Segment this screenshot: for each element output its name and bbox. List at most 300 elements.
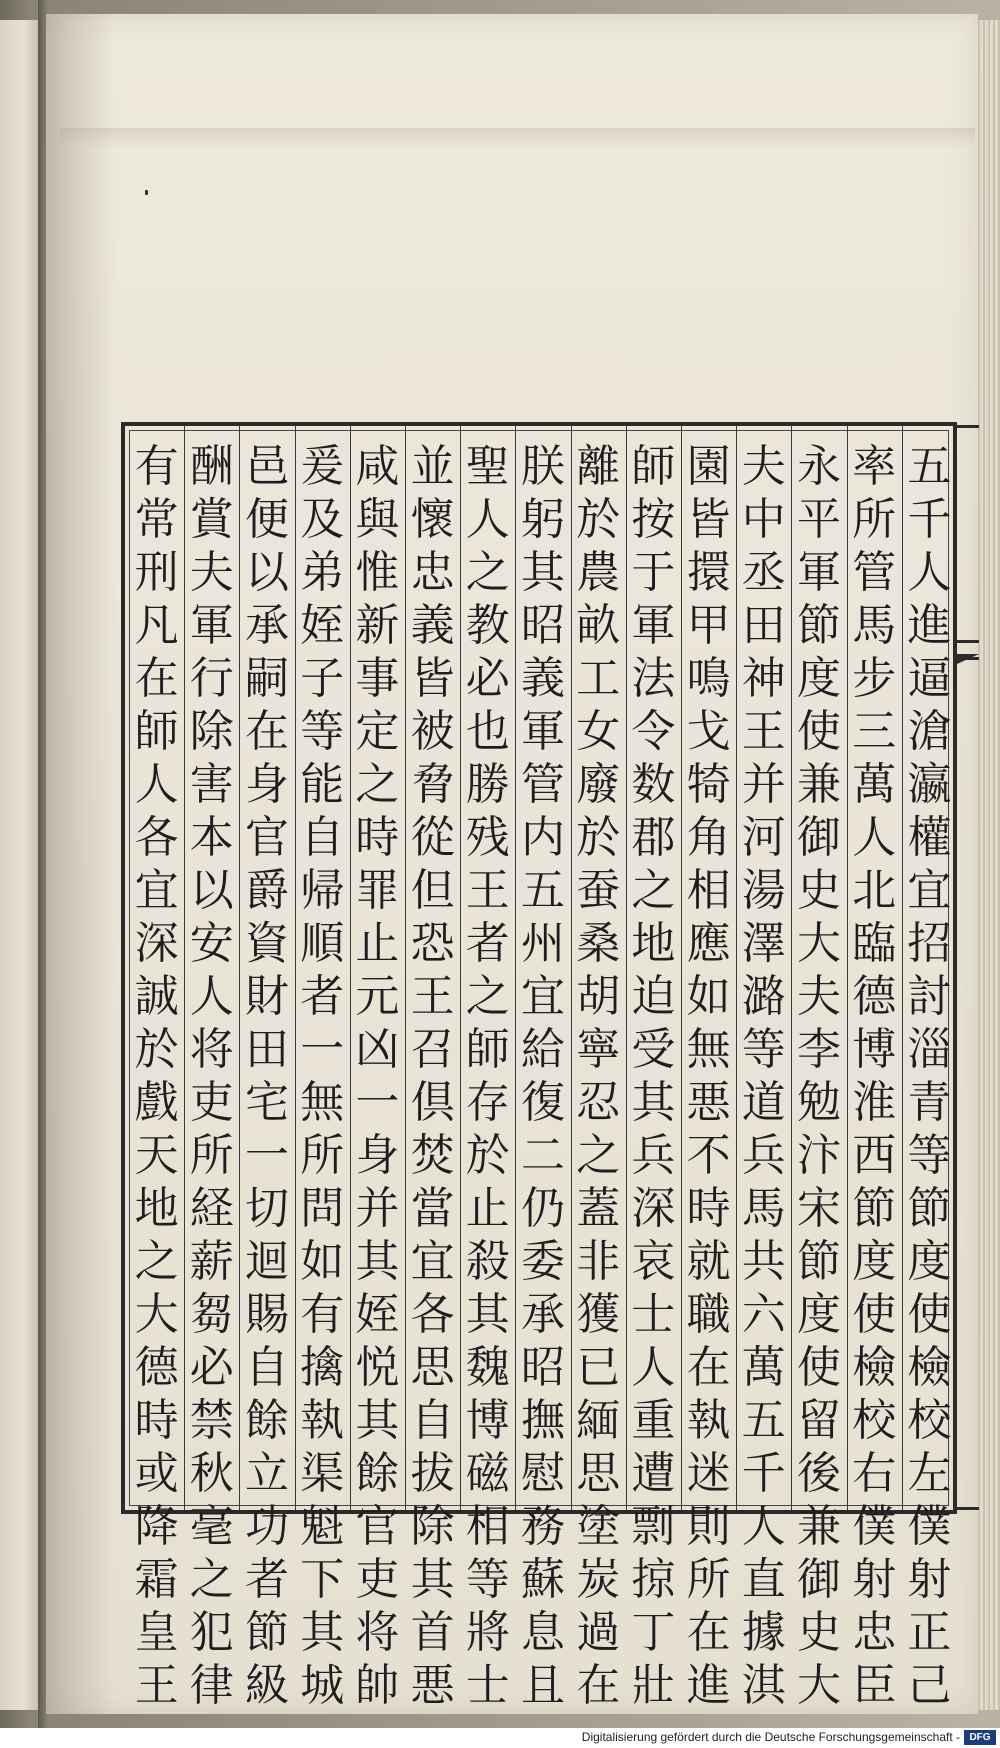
glyph: 委 xyxy=(521,1236,565,1287)
glyph: 受 xyxy=(631,1024,676,1075)
glyph: 等 xyxy=(300,706,345,757)
glyph: 朕 xyxy=(521,441,565,492)
glyph: 宅 xyxy=(245,1077,289,1128)
glyph: 各 xyxy=(134,812,179,863)
glyph: 工 xyxy=(576,653,621,704)
glyph: 宜 xyxy=(410,1236,455,1287)
glyph: 行 xyxy=(189,653,234,704)
glyph: 馬 xyxy=(741,1183,786,1234)
glyph: 必 xyxy=(465,653,510,704)
glyph: 順 xyxy=(300,918,345,969)
glyph: 魁 xyxy=(300,1501,345,1552)
glyph: 所 xyxy=(300,1130,345,1181)
glyph: 義 xyxy=(521,653,565,704)
glyph: 宜 xyxy=(907,865,952,916)
glyph: 大 xyxy=(134,1289,179,1340)
footer-credit: Digitalisierung gefördert durch die Deutsche Forschungsgemeinschaft - xyxy=(581,1730,960,1744)
glyph: 史 xyxy=(797,1607,841,1658)
right-page-stack xyxy=(975,20,1000,1710)
glyph: 如 xyxy=(300,1236,345,1287)
glyph: 王 xyxy=(410,971,455,1022)
glyph: 人 xyxy=(631,1342,676,1393)
glyph: 不 xyxy=(686,1130,731,1181)
glyph: 其 xyxy=(631,1077,676,1128)
glyph: 首 xyxy=(410,1607,455,1658)
glyph: 汴 xyxy=(797,1130,841,1181)
glyph: 臣 xyxy=(852,1660,897,1711)
glyph: 相 xyxy=(686,865,731,916)
glyph: 御 xyxy=(797,1554,841,1605)
glyph: 德 xyxy=(134,1342,179,1393)
glyph: 資 xyxy=(245,918,289,969)
page-crease xyxy=(60,128,975,148)
text-column xyxy=(571,440,625,1711)
glyph: 務 xyxy=(521,1501,565,1552)
glyph: 其 xyxy=(355,1395,400,1446)
glyph: 寧 xyxy=(576,1024,621,1075)
glyph: 大 xyxy=(797,918,841,969)
glyph: 迴 xyxy=(245,1236,289,1287)
glyph: 逼 xyxy=(907,653,952,704)
glyph: 姪 xyxy=(355,1289,400,1340)
glyph: 使 xyxy=(907,1289,952,1340)
glyph: 自 xyxy=(410,1395,455,1446)
glyph: 師 xyxy=(631,441,676,492)
glyph: 之 xyxy=(189,1554,234,1605)
glyph: 中 xyxy=(741,494,786,545)
glyph: 忠 xyxy=(410,547,455,598)
glyph: 等 xyxy=(741,1024,786,1075)
glyph: 之 xyxy=(465,971,510,1022)
glyph: 薪 xyxy=(189,1236,234,1287)
glyph: 必 xyxy=(189,1342,234,1393)
glyph: 與 xyxy=(355,494,400,545)
glyph: 級 xyxy=(245,1660,289,1711)
glyph: 擒 xyxy=(300,1342,345,1393)
glyph: 新 xyxy=(355,600,400,651)
glyph: 河 xyxy=(741,812,786,863)
glyph: 軍 xyxy=(797,547,841,598)
glyph: 澤 xyxy=(741,918,786,969)
glyph: 殺 xyxy=(465,1236,510,1287)
glyph: 率 xyxy=(852,441,897,492)
column-rule xyxy=(902,426,903,1510)
glyph: 毫 xyxy=(189,1501,234,1552)
glyph: 犄 xyxy=(686,759,731,810)
glyph: 除 xyxy=(410,1501,455,1552)
glyph: 将 xyxy=(355,1607,400,1658)
glyph: 以 xyxy=(245,547,289,598)
glyph: 潞 xyxy=(741,971,786,1022)
glyph: 拔 xyxy=(410,1448,455,1499)
glyph: 丁 xyxy=(631,1607,676,1658)
glyph: 畝 xyxy=(576,600,621,651)
glyph: 人 xyxy=(907,547,952,598)
glyph: 渠 xyxy=(300,1448,345,1499)
glyph: 常 xyxy=(134,494,179,545)
column-rule xyxy=(515,426,516,1510)
glyph: 邑 xyxy=(245,441,289,492)
glyph: 于 xyxy=(631,547,676,598)
dfg-logo: DFG xyxy=(964,1730,996,1745)
glyph: 一 xyxy=(300,1024,345,1075)
glyph: 有 xyxy=(300,1289,345,1340)
glyph: 重 xyxy=(631,1395,676,1446)
glyph: 據 xyxy=(741,1607,786,1658)
glyph: 將 xyxy=(465,1607,510,1658)
glyph: 並 xyxy=(410,441,455,492)
glyph: 王 xyxy=(134,1660,179,1711)
glyph: 刑 xyxy=(134,547,179,598)
glyph: 檢 xyxy=(852,1342,897,1393)
glyph: 時 xyxy=(686,1183,731,1234)
glyph: 湯 xyxy=(741,865,786,916)
glyph: 勉 xyxy=(797,1077,841,1128)
glyph: 道 xyxy=(741,1077,786,1128)
glyph: 千 xyxy=(907,494,952,545)
left-page-edge xyxy=(0,20,39,1710)
glyph: 無 xyxy=(300,1077,345,1128)
glyph: 懷 xyxy=(410,494,455,545)
glyph: 從 xyxy=(410,812,455,863)
glyph: 秋 xyxy=(189,1448,234,1499)
glyph: 執 xyxy=(686,1395,731,1446)
glyph: 射 xyxy=(852,1554,897,1605)
glyph: 節 xyxy=(797,600,841,651)
glyph: 罪 xyxy=(355,865,400,916)
glyph: 除 xyxy=(189,706,234,757)
glyph: 夫 xyxy=(741,441,786,492)
glyph: 者 xyxy=(300,971,345,1022)
column-rule xyxy=(681,426,682,1510)
glyph: 律 xyxy=(189,1660,234,1711)
glyph: 五 xyxy=(907,441,952,492)
text-column xyxy=(516,440,570,1711)
glyph: 思 xyxy=(576,1448,621,1499)
glyph: 各 xyxy=(410,1289,455,1340)
glyph: 進 xyxy=(686,1660,731,1711)
glyph: 嗣 xyxy=(245,653,289,704)
glyph: 其 xyxy=(300,1607,345,1658)
glyph: 史 xyxy=(797,865,841,916)
glyph: 州 xyxy=(521,918,565,969)
glyph: 於 xyxy=(576,812,621,863)
glyph: 咸 xyxy=(355,441,400,492)
text-column xyxy=(461,440,515,1711)
glyph: 士 xyxy=(631,1289,676,1340)
glyph: 剽 xyxy=(631,1501,676,1552)
glyph: 慰 xyxy=(521,1448,565,1499)
glyph: 僕 xyxy=(852,1501,897,1552)
glyph: 召 xyxy=(410,1024,455,1075)
column-rule xyxy=(295,426,296,1510)
glyph: 之 xyxy=(576,1130,621,1181)
glyph: 臨 xyxy=(852,918,897,969)
glyph: 并 xyxy=(741,759,786,810)
fishtail-marker-icon xyxy=(957,654,979,664)
glyph: 青 xyxy=(907,1077,952,1128)
glyph: 按 xyxy=(631,494,676,545)
frame-edge-bottom xyxy=(957,1507,979,1510)
glyph: 直 xyxy=(741,1554,786,1605)
column-rule xyxy=(791,426,792,1510)
glyph: 承 xyxy=(245,600,289,651)
glyph: 教 xyxy=(465,600,510,651)
glyph: 淇 xyxy=(741,1660,786,1711)
glyph: 功 xyxy=(245,1501,289,1552)
column-rule xyxy=(626,426,627,1510)
glyph: 軍 xyxy=(631,600,676,651)
glyph: 度 xyxy=(797,1289,841,1340)
glyph: 等 xyxy=(907,1130,952,1181)
glyph: 息 xyxy=(521,1607,565,1658)
glyph: 凡 xyxy=(134,600,179,651)
glyph: 賜 xyxy=(245,1289,289,1340)
glyph: 皆 xyxy=(410,653,455,704)
glyph: 所 xyxy=(189,1130,234,1181)
glyph: 檢 xyxy=(907,1342,952,1393)
glyph: 止 xyxy=(355,918,400,969)
glyph: 鳴 xyxy=(686,653,731,704)
glyph: 下 xyxy=(300,1554,345,1605)
glyph: 有 xyxy=(134,441,179,492)
glyph: 昭 xyxy=(521,1342,565,1393)
glyph: 忠 xyxy=(852,1607,897,1658)
glyph: 已 xyxy=(576,1342,621,1393)
page-fold-shadow xyxy=(46,14,116,1714)
text-frame xyxy=(121,422,957,1711)
glyph: 之 xyxy=(465,547,510,598)
glyph: 軍 xyxy=(521,706,565,757)
text-column xyxy=(902,440,956,1711)
glyph: 戲 xyxy=(134,1077,179,1128)
glyph: 擐 xyxy=(686,547,731,598)
glyph: 之 xyxy=(134,1236,179,1287)
glyph: 廢 xyxy=(576,759,621,810)
glyph: 六 xyxy=(741,1289,786,1340)
glyph: 数 xyxy=(631,759,676,810)
glyph: 悪 xyxy=(410,1660,455,1711)
glyph: 元 xyxy=(355,971,400,1022)
glyph: 之 xyxy=(631,865,676,916)
column-rule xyxy=(405,426,406,1510)
glyph: 大 xyxy=(797,1660,841,1711)
glyph: 所 xyxy=(686,1554,731,1605)
glyph: 二 xyxy=(521,1130,565,1181)
glyph: 禁 xyxy=(189,1395,234,1446)
glyph: 節 xyxy=(797,1236,841,1287)
glyph: 塗 xyxy=(576,1501,621,1552)
glyph: 芻 xyxy=(189,1289,234,1340)
glyph: 炭 xyxy=(576,1554,621,1605)
glyph: 但 xyxy=(410,865,455,916)
glyph: 使 xyxy=(797,706,841,757)
glyph: 永 xyxy=(797,441,841,492)
glyph: 神 xyxy=(741,653,786,704)
glyph: 人 xyxy=(134,759,179,810)
glyph: 職 xyxy=(686,1289,731,1340)
glyph: 三 xyxy=(852,706,897,757)
digitization-footer xyxy=(0,1728,1000,1748)
glyph: 李 xyxy=(797,1024,841,1075)
glyph: 戈 xyxy=(686,706,731,757)
glyph: 磁 xyxy=(465,1448,510,1499)
glyph: 給 xyxy=(521,1024,565,1075)
glyph: 淮 xyxy=(852,1077,897,1128)
glyph: 在 xyxy=(686,1607,731,1658)
glyph: 爰 xyxy=(300,441,345,492)
glyph: 在 xyxy=(134,653,179,704)
glyph: 射 xyxy=(907,1554,952,1605)
glyph: 能 xyxy=(300,759,345,810)
glyph: 執 xyxy=(300,1395,345,1446)
glyph: 霜 xyxy=(134,1554,179,1605)
glyph: 正 xyxy=(907,1607,952,1658)
glyph: 子 xyxy=(300,653,345,704)
glyph: 一 xyxy=(355,1077,400,1128)
glyph: 躬 xyxy=(521,494,565,545)
glyph: 離 xyxy=(576,441,621,492)
glyph: 角 xyxy=(686,812,731,863)
glyph: 女 xyxy=(576,706,621,757)
glyph: 步 xyxy=(852,653,897,704)
glyph: 博 xyxy=(465,1395,510,1446)
glyph: 郡 xyxy=(631,812,676,863)
glyph: 恐 xyxy=(410,918,455,969)
glyph: 且 xyxy=(521,1660,565,1711)
glyph: 其 xyxy=(410,1554,455,1605)
glyph: 皆 xyxy=(686,494,731,545)
glyph: 博 xyxy=(852,1024,897,1075)
glyph: 宜 xyxy=(521,971,565,1022)
glyph: 宋 xyxy=(797,1183,841,1234)
glyph: 後 xyxy=(797,1448,841,1499)
glyph: 西 xyxy=(852,1130,897,1181)
glyph: 一 xyxy=(245,1130,289,1181)
glyph: 立 xyxy=(245,1448,289,1499)
glyph: 所 xyxy=(852,494,897,545)
glyph: 獲 xyxy=(576,1289,621,1340)
glyph: 王 xyxy=(741,706,786,757)
glyph: 昭 xyxy=(521,600,565,651)
glyph: 焚 xyxy=(410,1130,455,1181)
glyph: 等 xyxy=(465,1554,510,1605)
glyph: 深 xyxy=(134,918,179,969)
glyph: 定 xyxy=(355,706,400,757)
glyph: 之 xyxy=(355,759,400,810)
glyph: 師 xyxy=(134,706,179,757)
glyph: 兼 xyxy=(797,759,841,810)
glyph: 悦 xyxy=(355,1342,400,1393)
glyph: 兵 xyxy=(631,1130,676,1181)
glyph: 節 xyxy=(907,1183,952,1234)
glyph: 存 xyxy=(465,1077,510,1128)
glyph: 倶 xyxy=(410,1077,455,1128)
glyph: 於 xyxy=(134,1024,179,1075)
glyph: 節 xyxy=(852,1183,897,1234)
glyph: 在 xyxy=(245,706,289,757)
glyph: 者 xyxy=(465,918,510,969)
glyph: 共 xyxy=(741,1236,786,1287)
glyph: 當 xyxy=(410,1183,455,1234)
glyph: 身 xyxy=(245,759,289,810)
column-rule xyxy=(239,426,240,1510)
ink-speck xyxy=(145,190,148,195)
glyph: 魏 xyxy=(465,1342,510,1393)
frame-edge-top xyxy=(957,425,979,428)
glyph: 左 xyxy=(907,1448,952,1499)
glyph: 害 xyxy=(189,759,234,810)
glyph: 五 xyxy=(521,865,565,916)
text-column xyxy=(626,440,680,1711)
text-column xyxy=(185,440,239,1711)
glyph: 撫 xyxy=(521,1395,565,1446)
glyph: 時 xyxy=(134,1395,179,1446)
glyph: 人 xyxy=(189,971,234,1022)
glyph: 復 xyxy=(521,1077,565,1128)
glyph: 時 xyxy=(355,812,400,863)
glyph: 桑 xyxy=(576,918,621,969)
glyph: 皇 xyxy=(134,1607,179,1658)
glyph: 悪 xyxy=(686,1077,731,1128)
text-column xyxy=(682,440,736,1711)
glyph: 餘 xyxy=(245,1395,289,1446)
text-column xyxy=(406,440,460,1711)
glyph: 地 xyxy=(134,1183,179,1234)
glyph: 将 xyxy=(189,1024,234,1075)
glyph: 人 xyxy=(741,1501,786,1552)
glyph: 園 xyxy=(686,441,731,492)
glyph: 權 xyxy=(907,812,952,863)
glyph: 己 xyxy=(907,1660,952,1711)
glyph: 以 xyxy=(189,865,234,916)
text-column xyxy=(350,440,404,1711)
glyph: 深 xyxy=(631,1183,676,1234)
glyph: 淄 xyxy=(907,1024,952,1075)
glyph: 自 xyxy=(300,812,345,863)
glyph: 招 xyxy=(907,918,952,969)
glyph: 夫 xyxy=(797,971,841,1022)
glyph: 瀛 xyxy=(907,759,952,810)
glyph: 犯 xyxy=(189,1607,234,1658)
glyph: 胡 xyxy=(576,971,621,1022)
glyph: 吏 xyxy=(355,1554,400,1605)
glyph: 承 xyxy=(521,1289,565,1340)
glyph: 并 xyxy=(355,1183,400,1234)
glyph: 或 xyxy=(134,1448,179,1499)
text-column xyxy=(737,440,791,1711)
glyph: 帰 xyxy=(300,865,345,916)
glyph: 財 xyxy=(245,971,289,1022)
column-rule xyxy=(847,426,848,1510)
glyph: 身 xyxy=(355,1130,400,1181)
glyph: 使 xyxy=(852,1289,897,1340)
glyph: 其 xyxy=(355,1236,400,1287)
glyph: 留 xyxy=(797,1395,841,1446)
glyph: 脅 xyxy=(410,759,455,810)
glyph: 勝 xyxy=(465,759,510,810)
glyph: 思 xyxy=(410,1342,455,1393)
glyph: 德 xyxy=(852,971,897,1022)
glyph: 於 xyxy=(576,494,621,545)
glyph: 丞 xyxy=(741,547,786,598)
glyph: 其 xyxy=(465,1289,510,1340)
glyph: 安 xyxy=(189,918,234,969)
glyph: 過 xyxy=(576,1607,621,1658)
glyph: 仍 xyxy=(521,1183,565,1234)
column-rule xyxy=(350,426,351,1510)
glyph: 内 xyxy=(521,812,565,863)
